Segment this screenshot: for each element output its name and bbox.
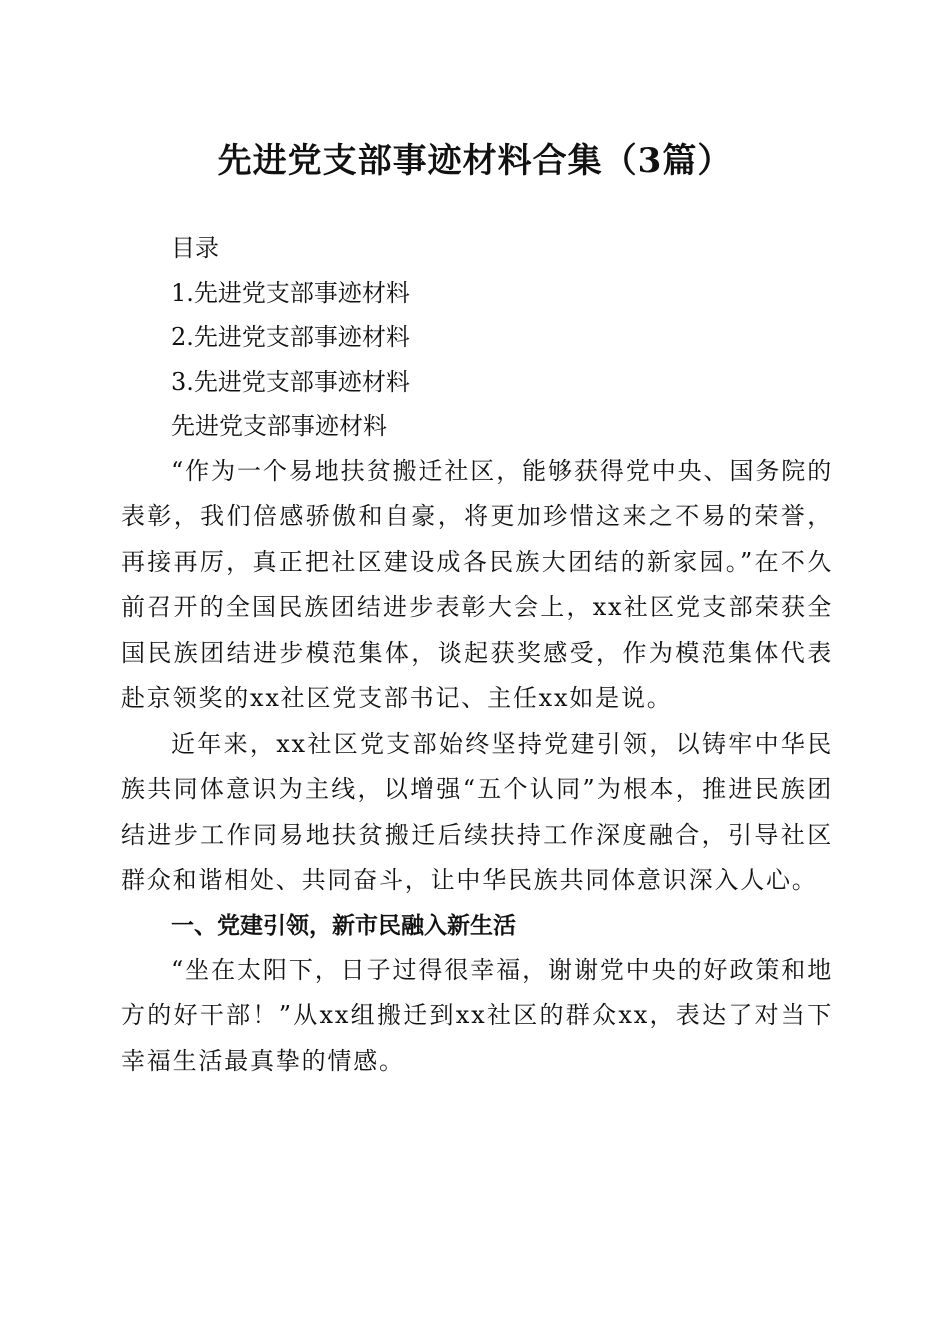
toc-item: 2.先进党支部事迹材料 — [171, 323, 410, 351]
toc-label: 目录 — [171, 234, 219, 262]
body-paragraph: “坐在太阳下，日子过得很幸福，谢谢党中央的好政策和地方的好干部！”从xx组搬迁到xx社区的群众xx，表达了对当下幸福生活最真挚的情感。 — [121, 955, 833, 1075]
section-heading: 一、党建引领，新市民融入新生活 — [171, 912, 516, 939]
article-title: 先进党支部事迹材料 — [171, 412, 387, 440]
document-body — [121, 226, 833, 1084]
body-paragraph: “作为一个易地扶贫搬迁社区，能够获得党中央、国务院的表彰，我们倍感骄傲和自豪，将更加珍惜这来之不易的荣誉，再接再厉，真正把社区建设成各民族大团结的新家园。”在不久前召开的全国民族团结进步表彰大会上，xx社区党支部荣获全国民族团结进步模范集体，谈起获奖感受，作为模范集体代表赴京领奖的xx社区党支部书记、主任xx如是说。 — [121, 456, 833, 712]
toc-item: 1.先进党支部事迹材料 — [171, 278, 410, 307]
toc-item: 3.先进党支部事迹材料 — [171, 367, 410, 396]
body-paragraph: 近年来，xx社区党支部始终坚持党建引领，以铸牢中华民族共同体意识为主线，以增强“五个认同”为根本，推进民族团结进步工作同易地扶贫搬迁后续扶持工作深度融合，引导社区群众和谐相处、共同奋斗，让中华民族共同体意识深入人心。 — [121, 729, 833, 894]
document-title: 先进党支部事迹材料合集（3篇） — [217, 141, 733, 181]
